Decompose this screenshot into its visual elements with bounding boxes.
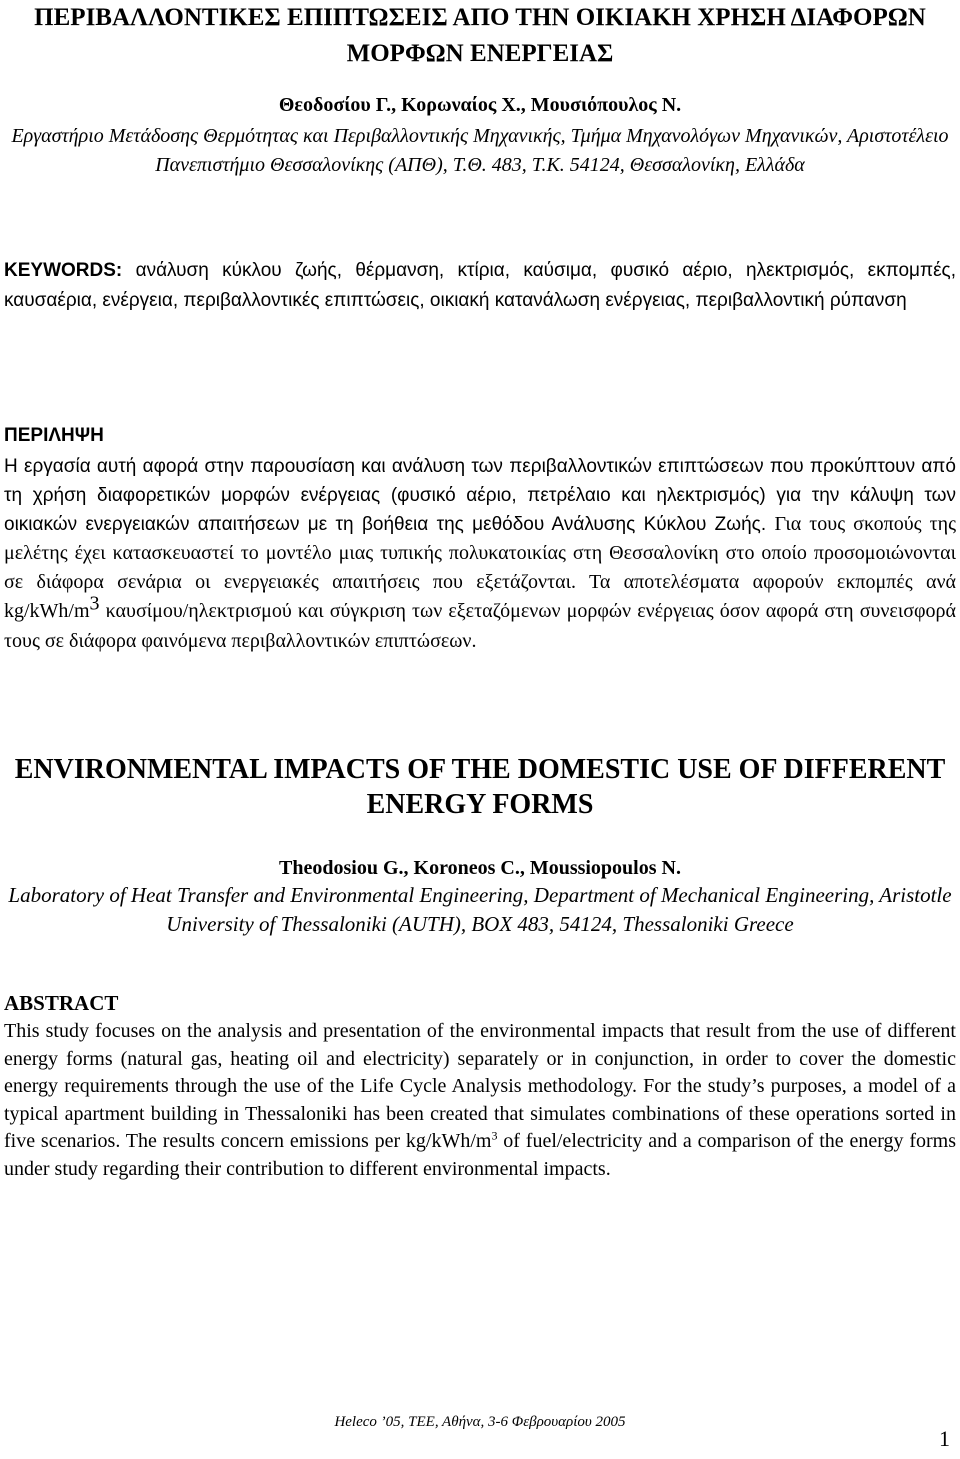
greek-title: ΠΕΡΙΒΑΛΛΟΝΤΙΚΕΣ ΕΠΙΠΤΩΣΕΙΣ ΑΠΟ ΤΗΝ ΟΙΚΙΑΚΗ ΧΡΗΣΗ ΔΙΑΦΟΡΩΝ ΜΟΡΦΩΝ ΕΝΕΡΓΕΙΑΣ bbox=[34, 4, 926, 67]
greek-abstract-part1: Η εργασία αυτή αφορά στην παρουσίαση και ανάλυση των περιβαλλοντικών επιπτώσεων που προκύπτουν από τη χρήση διαφορετικών μορφών ενέργειας (φυσικό αέριο, πετρέλαιο και ηλεκτρισμός) για την κάλυψη των οικιακών ενεργειακών απαιτήσεων με τη βοήθεια της μεθόδου Ανάλυσης Κύκλου Ζωής. bbox=[4, 456, 956, 536]
greek-keywords bbox=[4, 256, 956, 316]
english-abstract-sup: 3 bbox=[491, 1128, 498, 1143]
greek-abstract-heading: ΠΕΡΙΛΗΨΗ bbox=[4, 425, 104, 446]
greek-abstract-sup: 3 bbox=[89, 593, 100, 616]
keywords-text: ανάλυση κύκλου ζωής, θέρμανση, κτίρια, καύσιμα, φυσικό αέριο, ηλεκτρισμός, εκπομπές, καυσαέρια, ενέργεια, περιβαλλοντικές επιπτώσεις, οικιακή κατανάλωση ενέργειας, περιβαλλοντική ρύπανση bbox=[4, 260, 956, 311]
english-affiliation: Laboratory of Heat Transfer and Environmental Engineering, Department of Mechanical Engineering, Aristotle University of Thessaloniki (AUTH), BOX 483, 54124, Thessaloniki Greece bbox=[8, 883, 952, 936]
greek-abstract-body bbox=[4, 452, 956, 656]
english-abstract-part2: of fuel/electricity and a comparison of the energy forms under study regarding their contribution to different environmental impacts. bbox=[4, 1130, 956, 1180]
english-abstract-heading: ABSTRACT bbox=[4, 991, 119, 1015]
greek-abstract-part3: καυσίμου/ηλεκτρισμού και σύγκριση των εξεταζόμενων μορφών ενέργειας όσον αφορά στη συνεισφορά τους σε διάφορα φαινόμενα περιβαλλοντικών επιπτώσεων. bbox=[4, 600, 956, 652]
english-abstract-part1: This study focuses on the analysis and presentation of the environmental impacts that result from the use of different energy forms (natural gas, heating oil and electricity) separately or in conjunction, in order to cover the domestic energy requirements through the use of the Life Cycle Analysis methodology. For the study’s purposes, a model of a typical apartment building in Thessaloniki has been created that simulates combinations of these operations sorted in five scenarios. The results concern emissions per kg/kWh/m bbox=[4, 1020, 956, 1153]
english-title: ENVIRONMENTAL IMPACTS OF THE DOMESTIC USE OF DIFFERENT ENERGY FORMS bbox=[14, 754, 946, 820]
greek-abstract-part2: Για τους σκοπούς της μελέτης έχει κατασκευαστεί το μοντέλο μιας τυπικής πολυκατοικίας στη Θεσσαλονίκη στο οποίο προσομοιώνονται σε διάφορα σενάρια οι ενεργειακές απαιτήσεις που εξετάζονται. Τα αποτελέσματα αφορούν εκπομπές ανά kg/kWh/m bbox=[4, 513, 956, 623]
greek-affiliation: Εργαστήριο Μετάδοσης Θερμότητας και Περιβαλλοντικής Μηχανικής, Τμήμα Μηχανολόγων Μηχανικών, Αριστοτέλειο Πανεπιστήμιο Θεσσαλονίκης (ΑΠΘ), Τ.Θ. 483, Τ.Κ. 54124, Θεσσαλονίκη, Ελλάδα bbox=[11, 125, 949, 176]
keywords-label: KEYWORDS: bbox=[4, 260, 123, 281]
english-authors: Theodosiou G., Koroneos C., Moussiopoulos N. bbox=[279, 857, 681, 879]
english-abstract-body bbox=[4, 1018, 956, 1184]
footer-text: Heleco ’05, ΤΕΕ, Αθήνα, 3-6 Φεβρουαρίου 2005 bbox=[334, 1414, 626, 1430]
greek-authors: Θεοδοσίου Γ., Κορωναίος Χ., Μουσιόπουλος Ν. bbox=[278, 94, 682, 116]
page-number: 1 bbox=[939, 1426, 950, 1451]
